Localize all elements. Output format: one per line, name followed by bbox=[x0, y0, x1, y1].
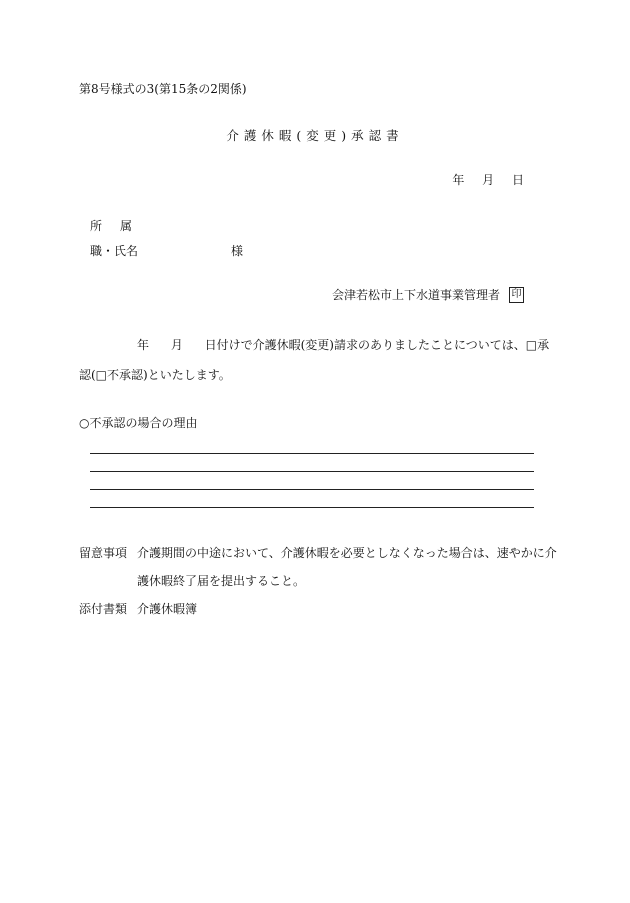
attachment-value: 介護休暇簿 bbox=[137, 602, 198, 616]
note-text-line-1: 介護期間の中途において、介護休暇を必要としなくなった場合は、速やかに介 bbox=[137, 546, 557, 560]
issuer-block bbox=[332, 287, 524, 303]
reason-heading: ○不承認の場合の理由 bbox=[79, 416, 198, 430]
reason-line bbox=[90, 453, 534, 454]
body-line-2: 認(□不承認)といたします。 bbox=[79, 368, 231, 382]
reason-line bbox=[90, 489, 534, 490]
note-label: 留意事項 bbox=[79, 546, 128, 560]
attachment-label: 添付書類 bbox=[79, 602, 128, 616]
reason-line bbox=[90, 471, 534, 472]
position-name-label: 職・氏名 bbox=[90, 244, 139, 258]
issuer-name: 会津若松市上下水道事業管理者 bbox=[331, 288, 500, 302]
department-label: 所属 bbox=[90, 219, 151, 233]
honorific: 様 bbox=[231, 244, 244, 258]
document-title: 介護休暇(変更)承認書 bbox=[226, 128, 404, 143]
form-number: 第8号様式の3(第15条の2関係) bbox=[79, 82, 247, 96]
reason-line bbox=[90, 507, 534, 508]
date-line: 年 月 日 bbox=[452, 173, 524, 187]
seal-mark: 印 bbox=[509, 287, 524, 303]
note-text-line-2: 護休暇終了届を提出すること。 bbox=[137, 574, 306, 588]
body-line-1: 年 月 日付けで介護休暇(変更)請求のありましたことについては、□承 bbox=[137, 338, 550, 352]
